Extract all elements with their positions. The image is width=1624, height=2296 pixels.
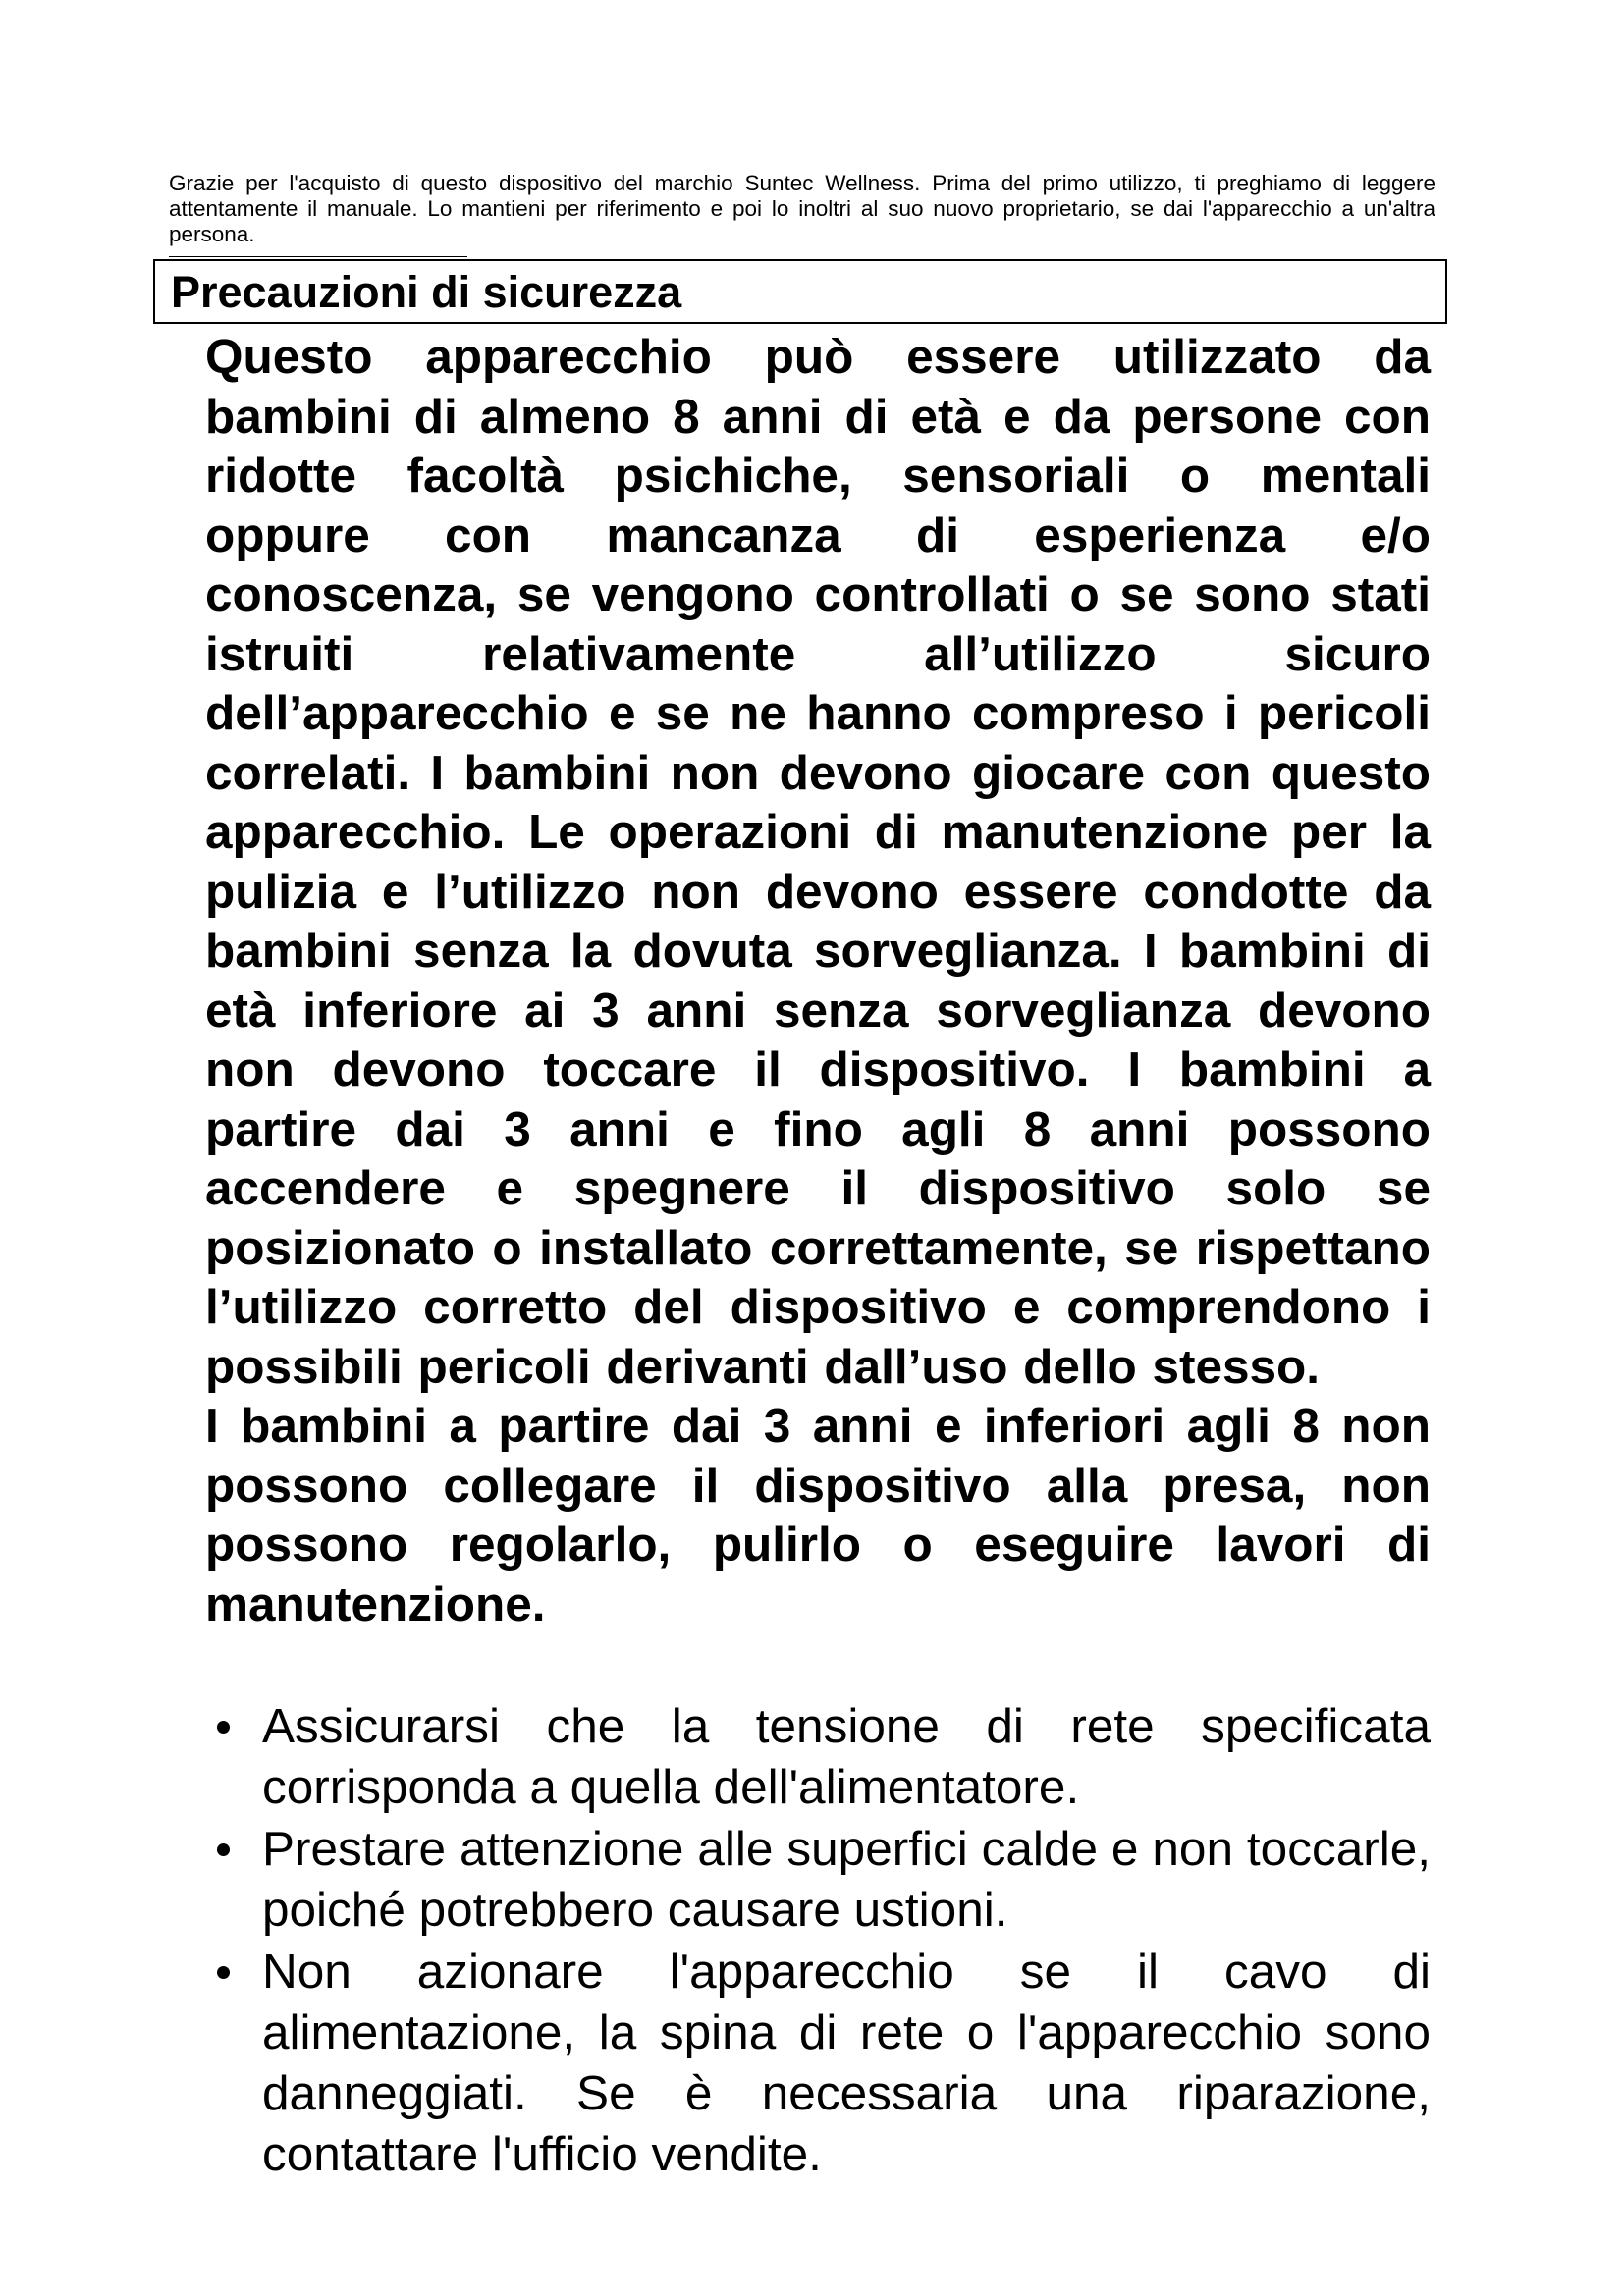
list-item xyxy=(205,1819,1431,1941)
list-item xyxy=(205,1696,1431,1818)
section-title: Precauzioni di sicurezza xyxy=(171,267,682,317)
bullet-icon xyxy=(217,1966,230,1979)
list-item-text: Prestare attenzione alle superfici calde e non toccarle, poiché potrebbero causare ustioni. xyxy=(262,1822,1431,1937)
list-item-text: Assicurarsi che la tensione di rete specificata corrisponda a quella dell'alimentatore. xyxy=(262,1699,1431,1814)
warning-paragraph: I bambini a partire dai 3 anni e inferiori agli 8 non possono collegare il dispositivo alla presa, non possono regolarlo, pulirlo o eseguire lavori di manutenzione. xyxy=(205,1399,1431,1631)
precautions-list xyxy=(205,1696,1431,2186)
intro-text: Grazie per l'acquisto di questo dispositivo del marchio Suntec Wellness. Prima del primo utilizzo, ti preghiamo di leggere attentamente il manuale. Lo mantieni per riferimento e poi lo inoltri al suo nuovo proprietario, se dai l'apparecchio a un'altra persona. xyxy=(169,171,1435,246)
bullet-icon xyxy=(217,1843,230,1856)
warning-paragraph: Questo apparecchio può essere utilizzato da bambini di almeno 8 anni di età e da persone con ridotte facoltà psichiche, sensoriali o mentali oppure con mancanza di esperienza e/o conoscenza, se vengono controllati o se sono stati istruiti relativamente all’utilizzo sicuro dell’apparecchio e se ne hanno compreso i pericoli correlati. I bambini non devono giocare con questo apparecchio. Le operazioni di manutenzione per la pulizia e l’utilizzo non devono essere condotte da bambini senza la dovuta sorveglianza. I bambini di età inferiore ai 3 anni senza sorveglianza devono non devono toccare il dispositivo. I bambini a partire dai 3 anni e fino agli 8 anni possono accendere e spegnere il dispositivo solo se posizionato o installato correttamente, se rispettano l’utilizzo corretto del dispositivo e comprendono i possibili pericoli derivanti dall’uso dello stesso. xyxy=(205,330,1431,1394)
intro-underline xyxy=(169,256,467,257)
bullet-icon xyxy=(217,1721,230,1734)
list-item-text: Non azionare l'apparecchio se il cavo di alimentazione, la spina di rete o l'apparecchio sono danneggiati. Se è necessaria una riparazione, contattare l'ufficio vendite. xyxy=(262,1945,1431,2181)
safety-warning xyxy=(205,328,1431,1634)
list-item xyxy=(205,1942,1431,2185)
section-heading-box xyxy=(153,259,1447,324)
